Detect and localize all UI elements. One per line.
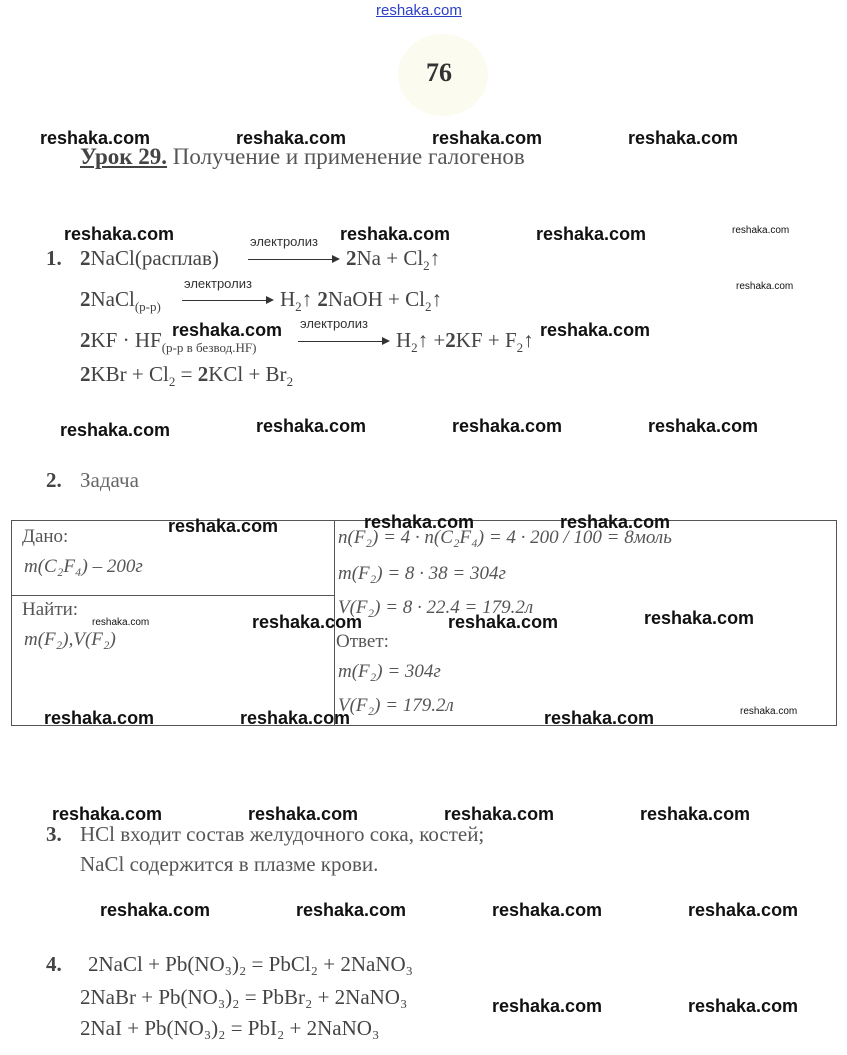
- eq3-arrow-label: электролиз: [300, 316, 368, 331]
- watermark: reshaka.com: [432, 128, 543, 148]
- watermark: reshaka.com: [60, 420, 171, 440]
- watermark: reshaka.com: [452, 416, 563, 436]
- answer-label: Ответ:: [336, 631, 389, 652]
- watermark: reshaka.com: [296, 900, 407, 920]
- watermark: reshaka.com: [364, 512, 475, 532]
- lesson-topic: Получение и применение галогенов: [167, 144, 525, 169]
- task3-number: 3.: [46, 822, 62, 846]
- watermark: reshaka.com: [52, 804, 163, 824]
- watermark: reshaka.com: [640, 804, 751, 824]
- watermark: reshaka.com: [172, 320, 283, 340]
- eq2-arrow-label: электролиз: [184, 276, 252, 291]
- solution-line-3: V(F₂) = 8 · 22.4 = 179.2л: [338, 597, 534, 618]
- watermark: reshaka.com: [240, 708, 351, 728]
- watermark: reshaka.com: [648, 416, 759, 436]
- solution-line-2: m(F₂) = 8 · 38 = 304г: [338, 563, 506, 584]
- task4-eq-3: 2NaI + Pb(NO₃)₂ = PbI₂ + 2NaNO₃: [80, 1016, 380, 1040]
- task2-title: Задача: [80, 468, 139, 492]
- watermark: reshaka.com: [492, 900, 603, 920]
- eq4: $2KBr + Cl_2 = 2KCl + Br_2$: [80, 362, 294, 390]
- table-divider-horizontal: [12, 595, 334, 596]
- eq3-left: $2KF \cdot HF_{(р-р в безвод.HF)}$: [80, 328, 257, 356]
- task4-eq-2: 2NaBr + Pb(NO₃)₂ = PbBr₂ + 2NaNO₃: [80, 985, 408, 1009]
- task3-line-1: HCl входит состав желудочного сока, костей;: [80, 822, 485, 846]
- watermark: reshaka.com: [540, 320, 651, 340]
- page-number: 76: [426, 58, 452, 87]
- watermark: reshaka.com: [560, 512, 671, 532]
- watermark: reshaka.com: [444, 804, 555, 824]
- eq1-arrow: [248, 259, 338, 260]
- watermark: reshaka.com: [340, 224, 451, 244]
- watermark: reshaka.com: [236, 128, 347, 148]
- task4-number: 4.: [46, 952, 62, 976]
- watermark: reshaka.com: [248, 804, 359, 824]
- watermark: reshaka.com: [448, 612, 559, 632]
- eq1-left: 2NaCl(расплав): [80, 246, 219, 270]
- given-value: m(C₂F₄) – 200г: [24, 556, 143, 577]
- watermark: reshaka.com: [256, 416, 367, 436]
- eq3-arrow: [298, 341, 388, 342]
- eq3-right: $H_2↑ +2KF$ + $F_2↑$: [396, 328, 534, 356]
- watermark: reshaka.com: [732, 225, 790, 236]
- task2-number: 2.: [46, 468, 62, 492]
- watermark: reshaka.com: [544, 708, 655, 728]
- eq2-left: 2NaCl$_{(р-р)}$: [80, 287, 161, 315]
- watermark: reshaka.com: [644, 608, 755, 628]
- eq2-right: $H_2↑$ 2NaOH + $Cl_2↑$: [280, 287, 442, 315]
- eq2-arrow: [182, 300, 272, 301]
- eq1-right: $2Na + Cl_2↑$: [346, 246, 441, 274]
- watermark: reshaka.com: [628, 128, 739, 148]
- find-value: m(F₂),V(F₂): [24, 629, 116, 650]
- eq1-arrow-label: электролиз: [250, 234, 318, 249]
- lesson-label: Урок 29.: [80, 144, 168, 169]
- watermark: reshaka.com: [492, 996, 603, 1016]
- watermark: reshaka.com: [92, 617, 150, 628]
- site-link-top[interactable]: reshaka.com: [376, 2, 462, 19]
- answer-line-2: V(F₂) = 179.2л: [338, 695, 454, 716]
- watermark: reshaka.com: [40, 128, 151, 148]
- watermark: reshaka.com: [100, 900, 211, 920]
- watermark: reshaka.com: [168, 516, 279, 536]
- watermark: reshaka.com: [64, 224, 175, 244]
- watermark: reshaka.com: [688, 996, 799, 1016]
- watermark: reshaka.com: [736, 281, 794, 292]
- solution-line-1: n(F₂) = 4 · n(C₂F₄) = 4 · 200 / 100 = 8моль: [338, 527, 672, 548]
- watermark: reshaka.com: [740, 706, 798, 717]
- task3-line-2: NaCl содержится в плазме крови.: [80, 852, 379, 876]
- watermark: reshaka.com: [252, 612, 363, 632]
- watermark: reshaka.com: [44, 708, 155, 728]
- task4-eq-1: 2NaCl + Pb(NO₃)₂ = PbCl₂ + 2NaNO₃: [88, 952, 413, 976]
- watermark: reshaka.com: [688, 900, 799, 920]
- task1-number: 1.: [46, 246, 62, 270]
- answer-line-1: m(F₂) = 304г: [338, 661, 441, 682]
- watermark: reshaka.com: [536, 224, 647, 244]
- find-label: Найти:: [22, 599, 79, 620]
- given-label: Дано:: [22, 526, 69, 547]
